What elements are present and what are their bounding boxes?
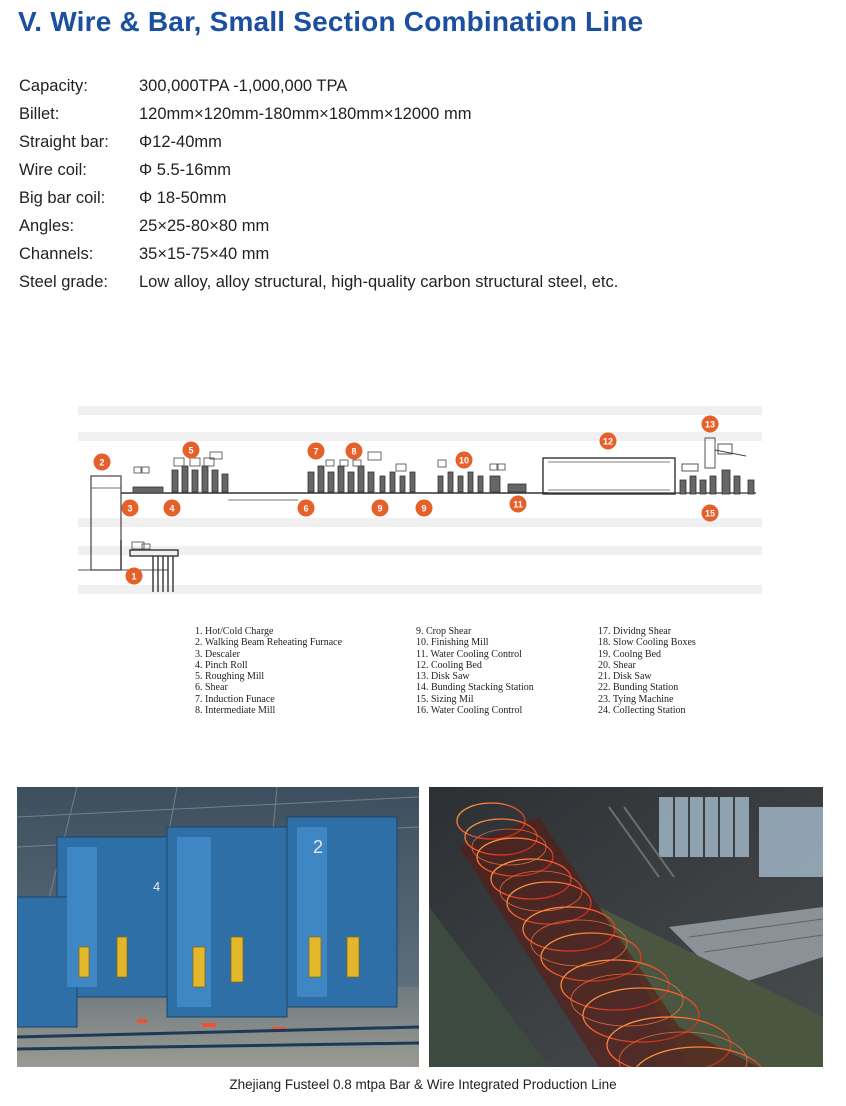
legend-item: 7. Induction Funace (195, 693, 275, 705)
station-marker-label: 3 (127, 503, 133, 514)
spec-label: Billet: (19, 104, 60, 123)
station-marker-9 (416, 500, 433, 517)
station-marker-11 (510, 496, 527, 513)
spec-value: Φ 18-50mm (139, 188, 227, 207)
legend-item: 15. Sizing Mil (416, 693, 474, 705)
station-marker-3 (122, 500, 139, 517)
intermediate-mill (308, 466, 415, 492)
finishing-mill (438, 472, 526, 492)
legend-column-1 (195, 626, 342, 716)
spec-row-steel-grade (19, 268, 618, 296)
station-marker-label: 10 (458, 455, 470, 466)
legend-item: 14. Bunding Stacking Station (416, 682, 534, 694)
station-marker-label: 2 (99, 457, 105, 468)
spec-row-capacity (19, 72, 618, 100)
wire-coil-conveyor-photo (429, 787, 823, 1067)
spec-row-angles (19, 212, 618, 240)
legend-item: 6. Shear (195, 682, 228, 694)
spec-value: Φ 5.5-16mm (139, 160, 232, 179)
station-marker-label: 4 (169, 503, 175, 514)
legend-item: 4. Pinch Roll (195, 659, 248, 671)
stand-number: 2 (313, 837, 324, 857)
spec-row-big-bar-coil (19, 184, 618, 212)
legend-item: 8. Intermediate Mill (195, 705, 276, 717)
spec-label: Big bar coil: (19, 188, 106, 207)
station-marker-label: 11 (513, 499, 523, 510)
spec-label: Channels: (19, 244, 94, 263)
legend-item: 5. Roughing Mill (195, 671, 265, 683)
legend-item: 13. Disk Saw (416, 671, 470, 683)
station-marker-8 (346, 443, 363, 460)
spec-value: Φ12-40mm (139, 132, 222, 151)
legend-item: 12. Cooling Bed (416, 659, 482, 671)
station-marker-label: 1 (131, 571, 137, 582)
legend-item: 9. Crop Shear (416, 626, 472, 637)
legend-item: 18. Slow Cooling Boxes (598, 637, 696, 649)
station-marker-13 (702, 416, 719, 433)
page-title: V. Wire & Bar, Small Section Combination Line (18, 6, 644, 37)
legend-item: 19. Coolng Bed (598, 648, 662, 660)
legend-column-2 (416, 626, 534, 716)
spec-value: 300,000TPA -1,000,000 TPA (139, 76, 348, 95)
cooling-bed (543, 458, 675, 494)
spec-label: Straight bar: (19, 132, 109, 151)
station-marker-12 (600, 433, 617, 450)
legend-item: 23. Tying Machine (598, 693, 674, 705)
legend-item: 10. Finishing Mill (416, 637, 489, 649)
station-marker-label: 15 (704, 508, 716, 519)
legend-item: 11. Water Cooling Control (416, 648, 522, 660)
spec-value: 120mm×120mm-180mm×180mm×12000 mm (139, 104, 472, 123)
photo-caption: Zhejiang Fusteel 0.8 mtpa Bar & Wire Integrated Production Line (229, 1077, 617, 1092)
spec-value: Low alloy, alloy structural, high-quality carbon structural steel, etc. (139, 272, 619, 291)
stand-number-secondary: 4 (153, 879, 161, 894)
spec-value: 35×15-75×40 mm (139, 244, 270, 263)
station-marker-1 (126, 568, 143, 585)
legend-item: 24. Collecting Station (598, 705, 686, 717)
station-marker-10 (456, 452, 473, 469)
legend-item: 21. Disk Saw (598, 671, 652, 683)
spec-label: Steel grade: (19, 272, 108, 291)
spec-row-straight-bar (19, 128, 618, 156)
station-marker-4 (164, 500, 181, 517)
station-marker-label: 7 (313, 446, 319, 457)
collecting-section (680, 470, 754, 494)
production-line-diagram (78, 400, 762, 610)
station-marker-label: 9 (421, 503, 427, 514)
station-marker-7 (308, 443, 325, 460)
spec-label: Wire coil: (19, 160, 87, 179)
legend-item: 17. Dividng Shear (598, 626, 672, 637)
station-marker-5 (183, 442, 200, 459)
spec-value: 25×25-80×80 mm (139, 216, 270, 235)
legend-item: 3. Descaler (195, 648, 240, 660)
specifications-list (19, 72, 618, 296)
station-marker-label: 8 (351, 446, 357, 457)
legend-item: 16. Water Cooling Control (416, 705, 523, 717)
station-marker-2 (94, 454, 111, 471)
spec-row-billet (19, 100, 618, 128)
station-marker-6 (298, 500, 315, 517)
spec-label: Capacity: (19, 76, 88, 95)
station-marker-label: 6 (303, 503, 309, 514)
spec-row-channels (19, 240, 618, 268)
spec-label: Angles: (19, 216, 75, 235)
station-marker-label: 12 (602, 436, 614, 447)
spec-row-wire-coil (19, 156, 618, 184)
legend-item: 2. Walking Beam Reheating Furnace (195, 637, 343, 649)
legend-item: 22. Bunding Station (598, 682, 679, 694)
roughing-mill (133, 466, 228, 493)
station-marker-label: 5 (188, 445, 194, 456)
legend-item: 1. Hot/Cold Charge (195, 626, 274, 637)
legend-item: 20. Shear (598, 659, 636, 671)
legend-column-3 (598, 626, 696, 716)
station-marker-label: 13 (704, 419, 716, 430)
rolling-mill-photo (17, 787, 419, 1067)
station-marker-label: 9 (377, 503, 383, 514)
station-marker-9 (372, 500, 389, 517)
station-marker-15 (702, 505, 719, 522)
production-line-svg (78, 400, 762, 610)
